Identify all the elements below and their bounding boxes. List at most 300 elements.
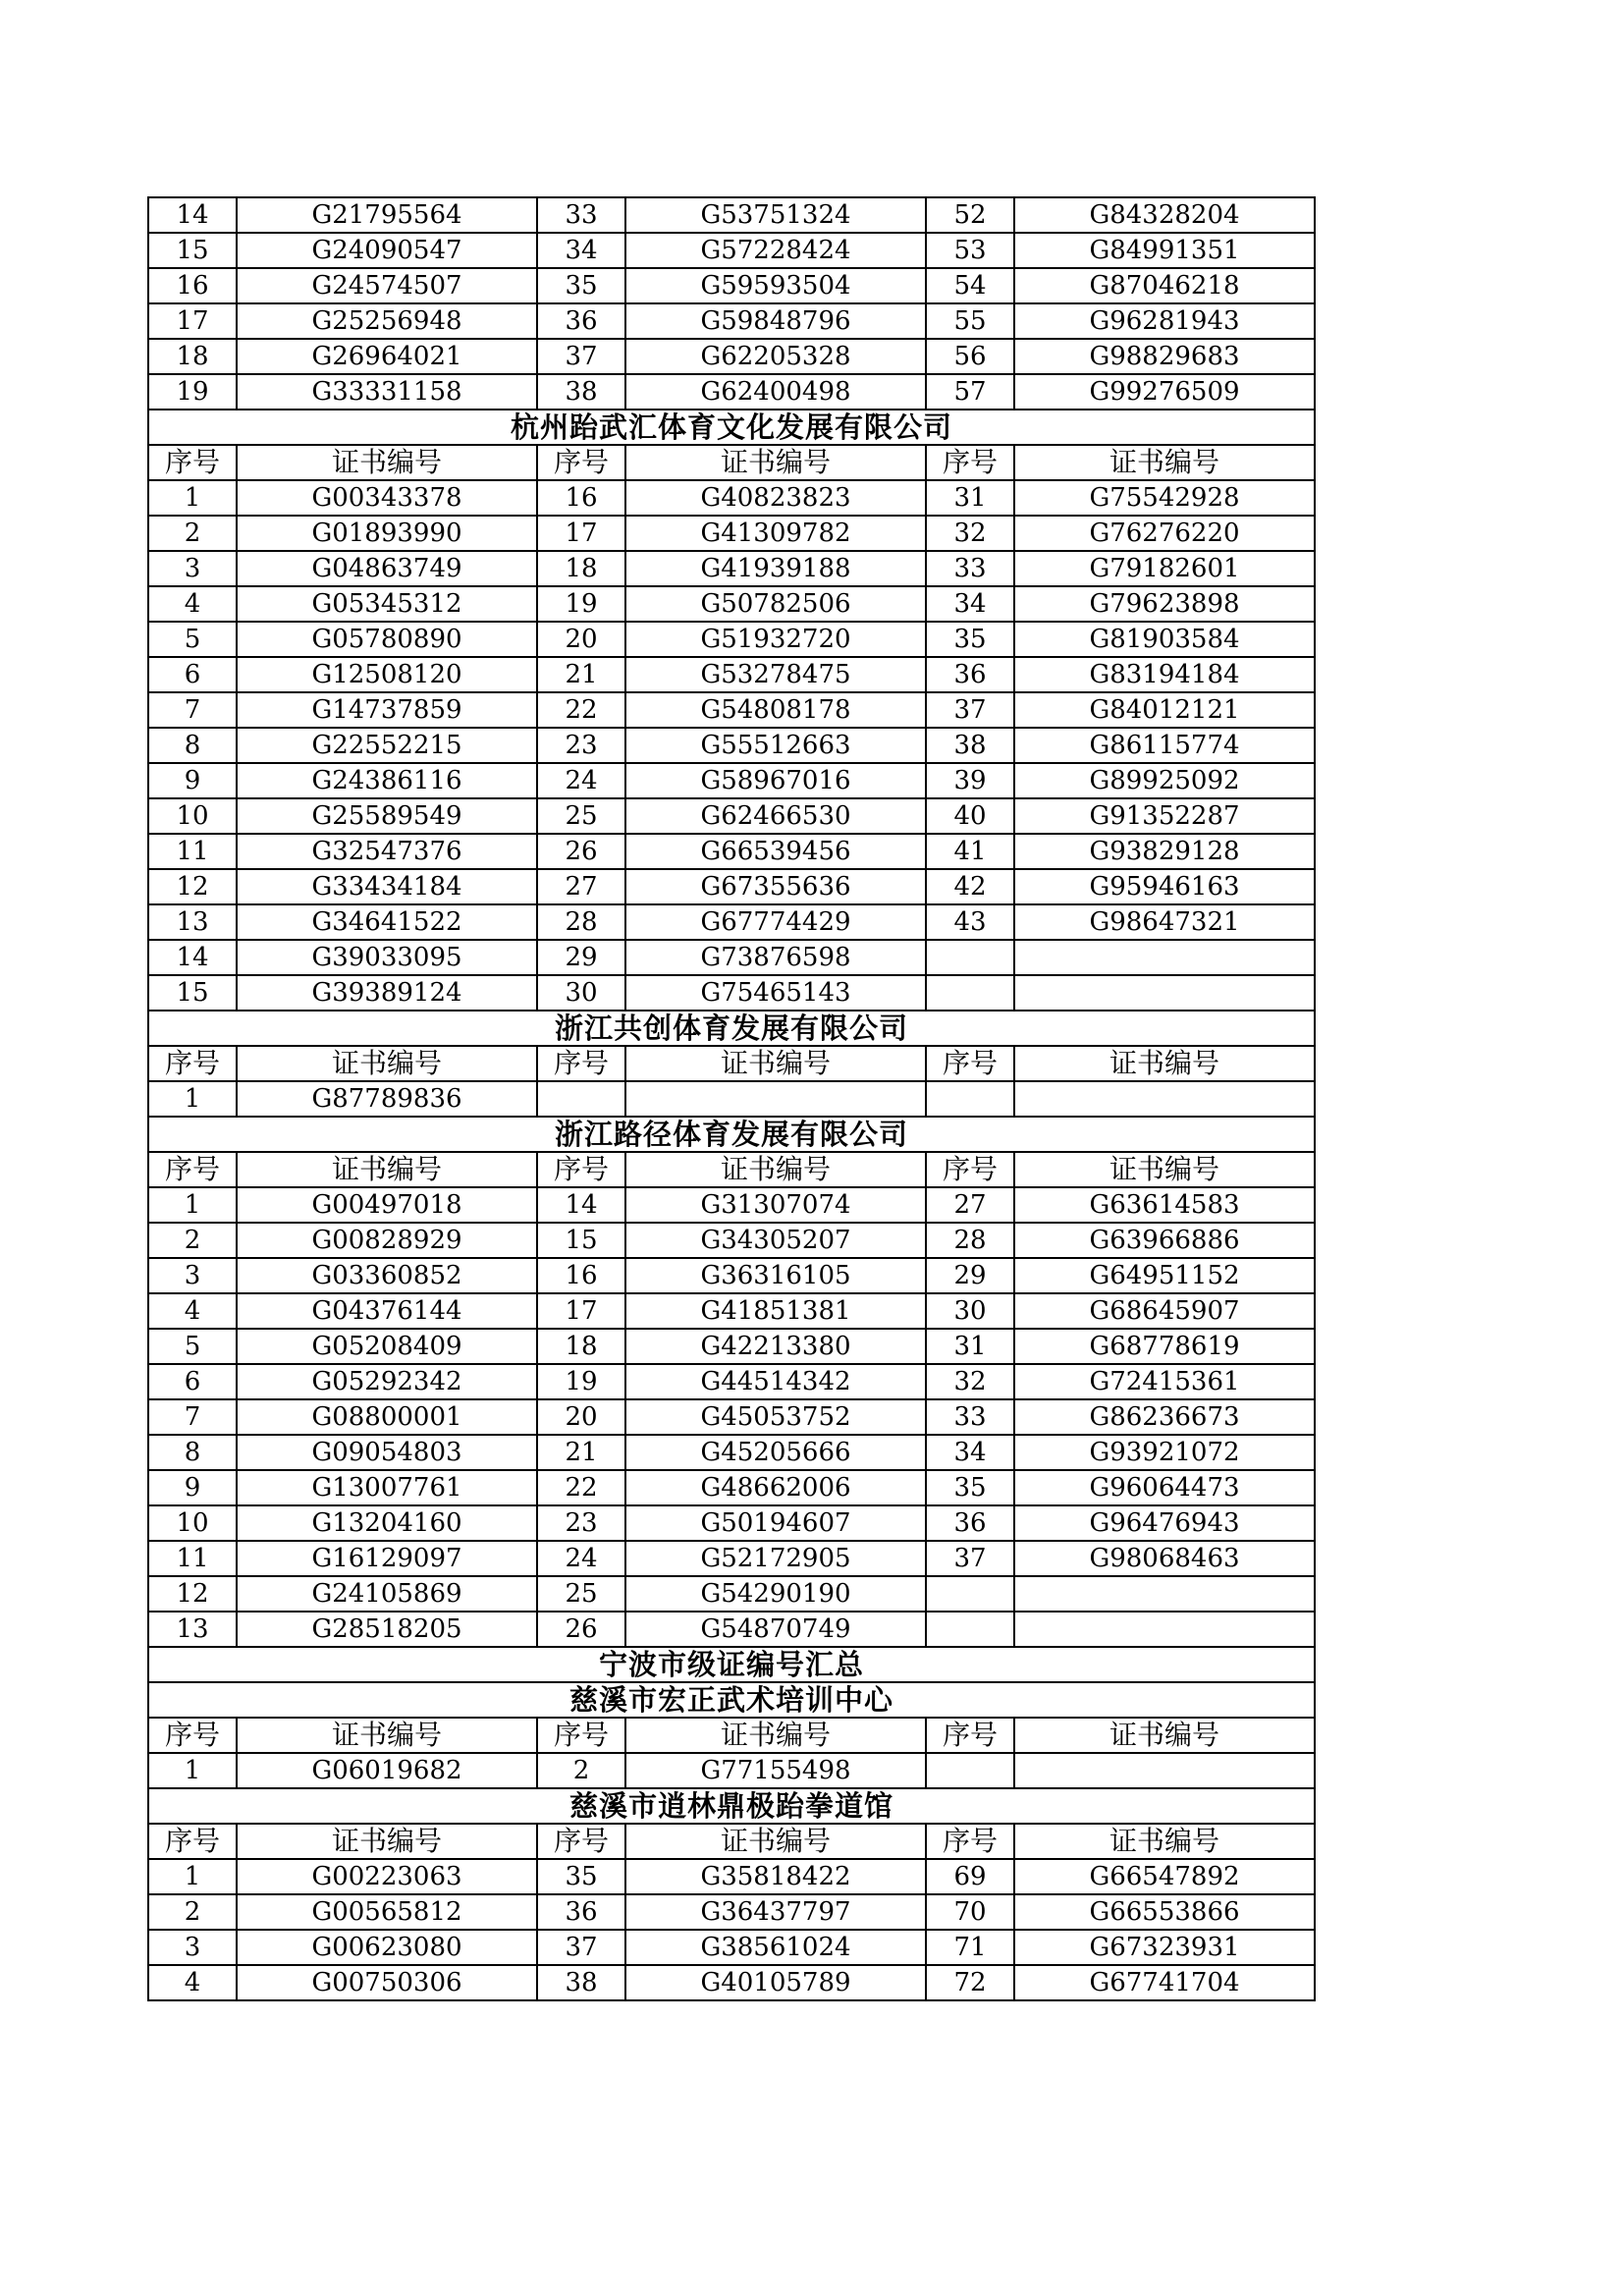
cert-number-cell: G68778619 [1014, 1329, 1315, 1364]
cert-number-cell: G75542928 [1014, 480, 1315, 516]
cert-number-cell: G25589549 [237, 798, 537, 834]
seq-cell [926, 1612, 1014, 1647]
seq-cell [926, 1081, 1014, 1117]
cert-number-cell: G31307074 [625, 1187, 926, 1223]
seq-cell: 54 [926, 268, 1014, 303]
cert-number-cell: G09054803 [237, 1435, 537, 1470]
cert-number-cell: G59593504 [625, 268, 926, 303]
seq-cell: 1 [148, 1753, 237, 1788]
cert-number-cell: G50782506 [625, 586, 926, 622]
seq-cell: 19 [537, 1364, 625, 1399]
section-title-row [148, 1682, 1315, 1718]
header-cert: 证书编号 [237, 1046, 537, 1081]
seq-cell: 7 [148, 1399, 237, 1435]
cert-number-cell: G45205666 [625, 1435, 926, 1470]
seq-cell: 5 [148, 622, 237, 657]
table-row [148, 869, 1315, 904]
header-seq: 序号 [148, 1824, 237, 1859]
seq-cell: 20 [537, 1399, 625, 1435]
cert-number-cell: G98068463 [1014, 1541, 1315, 1576]
cert-number-cell: G39389124 [237, 975, 537, 1011]
seq-cell: 25 [537, 798, 625, 834]
table-row [148, 763, 1315, 798]
table-row [148, 1859, 1315, 1894]
seq-cell: 18 [537, 551, 625, 586]
seq-cell: 24 [537, 763, 625, 798]
cert-number-cell: G00565812 [237, 1894, 537, 1930]
seq-cell: 4 [148, 1965, 237, 2000]
cert-number-cell: G33434184 [237, 869, 537, 904]
seq-cell: 36 [537, 303, 625, 339]
table-row [148, 1258, 1315, 1293]
cert-number-cell: G12508120 [237, 657, 537, 692]
cert-number-cell [1014, 1576, 1315, 1612]
seq-cell: 36 [926, 657, 1014, 692]
seq-cell: 3 [148, 551, 237, 586]
seq-cell: 34 [926, 586, 1014, 622]
cert-number-cell: G40823823 [625, 480, 926, 516]
seq-cell: 28 [537, 904, 625, 940]
cert-number-cell: G00223063 [237, 1859, 537, 1894]
header-seq: 序号 [926, 1824, 1014, 1859]
section-title: 宁波市级证编号汇总 [148, 1647, 1315, 1682]
cert-number-cell: G24090547 [237, 233, 537, 268]
cert-number-cell: G42213380 [625, 1329, 926, 1364]
seq-cell: 8 [148, 728, 237, 763]
table-row [148, 834, 1315, 869]
seq-cell: 21 [537, 1435, 625, 1470]
cert-number-cell: G40105789 [625, 1965, 926, 2000]
table-row [148, 975, 1315, 1011]
cert-number-cell: G89925092 [1014, 763, 1315, 798]
table-row [148, 657, 1315, 692]
seq-cell: 71 [926, 1930, 1014, 1965]
seq-cell: 36 [537, 1894, 625, 1930]
header-cert: 证书编号 [625, 1046, 926, 1081]
cert-number-cell: G86236673 [1014, 1399, 1315, 1435]
table-row [148, 1223, 1315, 1258]
cert-number-cell: G14737859 [237, 692, 537, 728]
cert-number-cell: G34641522 [237, 904, 537, 940]
seq-cell: 32 [926, 1364, 1014, 1399]
seq-cell: 57 [926, 374, 1014, 410]
seq-cell: 2 [537, 1753, 625, 1788]
header-cert: 证书编号 [1014, 1824, 1315, 1859]
cert-number-cell: G45053752 [625, 1399, 926, 1435]
seq-cell: 1 [148, 480, 237, 516]
seq-cell: 22 [537, 692, 625, 728]
seq-cell: 3 [148, 1258, 237, 1293]
header-seq: 序号 [926, 1718, 1014, 1753]
cert-number-cell: G96476943 [1014, 1505, 1315, 1541]
header-seq: 序号 [537, 1718, 625, 1753]
seq-cell: 1 [148, 1187, 237, 1223]
cert-number-cell [1014, 975, 1315, 1011]
header-cert: 证书编号 [237, 1152, 537, 1187]
seq-cell: 55 [926, 303, 1014, 339]
cert-number-cell: G63966886 [1014, 1223, 1315, 1258]
seq-cell: 37 [926, 692, 1014, 728]
seq-cell: 3 [148, 1930, 237, 1965]
table-row [148, 1965, 1315, 2000]
table-row [148, 1399, 1315, 1435]
table-row [148, 904, 1315, 940]
seq-cell [537, 1081, 625, 1117]
cert-number-cell: G36437797 [625, 1894, 926, 1930]
cert-number-cell: G95946163 [1014, 869, 1315, 904]
seq-cell: 28 [926, 1223, 1014, 1258]
seq-cell: 17 [537, 1293, 625, 1329]
table-row [148, 339, 1315, 374]
cert-number-cell: G05292342 [237, 1364, 537, 1399]
table-row [148, 1505, 1315, 1541]
header-cert: 证书编号 [625, 1824, 926, 1859]
seq-cell: 27 [926, 1187, 1014, 1223]
seq-cell: 35 [926, 1470, 1014, 1505]
seq-cell: 41 [926, 834, 1014, 869]
cert-number-cell: G57228424 [625, 233, 926, 268]
header-cert: 证书编号 [1014, 445, 1315, 480]
seq-cell: 72 [926, 1965, 1014, 2000]
cert-number-cell: G91352287 [1014, 798, 1315, 834]
table-row [148, 1081, 1315, 1117]
cert-number-cell [1014, 1081, 1315, 1117]
cert-number-cell: G05345312 [237, 586, 537, 622]
section-title: 浙江路径体育发展有限公司 [148, 1117, 1315, 1152]
header-seq: 序号 [926, 445, 1014, 480]
seq-cell: 14 [148, 197, 237, 233]
seq-cell: 13 [148, 904, 237, 940]
cert-number-cell: G99276509 [1014, 374, 1315, 410]
seq-cell: 37 [537, 1930, 625, 1965]
cert-number-cell: G22552215 [237, 728, 537, 763]
table-row [148, 1612, 1315, 1647]
cert-number-cell: G93921072 [1014, 1435, 1315, 1470]
cert-number-cell [1014, 1612, 1315, 1647]
cert-number-cell: G05208409 [237, 1329, 537, 1364]
seq-cell: 16 [537, 480, 625, 516]
seq-cell: 4 [148, 1293, 237, 1329]
seq-cell: 2 [148, 1223, 237, 1258]
header-cert: 证书编号 [625, 1152, 926, 1187]
seq-cell: 29 [537, 940, 625, 975]
header-cert: 证书编号 [625, 445, 926, 480]
seq-cell: 9 [148, 1470, 237, 1505]
cert-number-cell: G67355636 [625, 869, 926, 904]
cert-number-cell: G38561024 [625, 1930, 926, 1965]
table-row [148, 622, 1315, 657]
header-cert: 证书编号 [1014, 1152, 1315, 1187]
seq-cell: 26 [537, 1612, 625, 1647]
cert-number-cell: G00828929 [237, 1223, 537, 1258]
seq-cell: 13 [148, 1612, 237, 1647]
seq-cell: 10 [148, 798, 237, 834]
cert-number-cell: G84012121 [1014, 692, 1315, 728]
seq-cell [926, 975, 1014, 1011]
seq-cell: 17 [537, 516, 625, 551]
seq-cell: 21 [537, 657, 625, 692]
cert-number-cell: G51932720 [625, 622, 926, 657]
table-row [148, 268, 1315, 303]
seq-cell: 33 [926, 551, 1014, 586]
seq-cell: 34 [537, 233, 625, 268]
cert-number-cell: G87789836 [237, 1081, 537, 1117]
cert-number-cell: G36316105 [625, 1258, 926, 1293]
section-title: 慈溪市逍林鼎极跆拳道馆 [148, 1788, 1315, 1824]
table-row [148, 586, 1315, 622]
cert-number-cell: G06019682 [237, 1753, 537, 1788]
cert-number-cell: G24105869 [237, 1576, 537, 1612]
seq-cell: 19 [537, 586, 625, 622]
cert-number-cell: G16129097 [237, 1541, 537, 1576]
seq-cell: 31 [926, 480, 1014, 516]
cert-number-cell: G05780890 [237, 622, 537, 657]
cert-number-cell: G66553866 [1014, 1894, 1315, 1930]
seq-cell: 26 [537, 834, 625, 869]
cert-number-cell: G25256948 [237, 303, 537, 339]
header-cert: 证书编号 [625, 1718, 926, 1753]
seq-cell: 22 [537, 1470, 625, 1505]
cert-number-cell: G93829128 [1014, 834, 1315, 869]
table-row [148, 728, 1315, 763]
cert-number-cell: G52172905 [625, 1541, 926, 1576]
cert-number-cell: G76276220 [1014, 516, 1315, 551]
seq-cell: 37 [537, 339, 625, 374]
seq-cell: 30 [537, 975, 625, 1011]
cert-number-cell: G64951152 [1014, 1258, 1315, 1293]
cert-number-cell: G00623080 [237, 1930, 537, 1965]
seq-cell: 18 [148, 339, 237, 374]
cert-number-cell: G68645907 [1014, 1293, 1315, 1329]
cert-number-cell: G08800001 [237, 1399, 537, 1435]
seq-cell: 16 [148, 268, 237, 303]
column-header-row [148, 1152, 1315, 1187]
table-row [148, 1930, 1315, 1965]
cert-number-cell: G00750306 [237, 1965, 537, 2000]
cert-number-cell [1014, 1753, 1315, 1788]
section-title-row [148, 1788, 1315, 1824]
header-seq: 序号 [537, 445, 625, 480]
seq-cell: 11 [148, 834, 237, 869]
section-title-row [148, 1647, 1315, 1682]
cert-number-cell: G79182601 [1014, 551, 1315, 586]
seq-cell: 40 [926, 798, 1014, 834]
table-row [148, 374, 1315, 410]
cert-number-cell: G86115774 [1014, 728, 1315, 763]
seq-cell: 15 [148, 233, 237, 268]
seq-cell: 1 [148, 1859, 237, 1894]
cert-number-cell: G34305207 [625, 1223, 926, 1258]
section-title: 浙江共创体育发展有限公司 [148, 1011, 1315, 1046]
seq-cell: 18 [537, 1329, 625, 1364]
header-cert: 证书编号 [237, 445, 537, 480]
seq-cell: 9 [148, 763, 237, 798]
cert-number-cell: G39033095 [237, 940, 537, 975]
seq-cell [926, 940, 1014, 975]
seq-cell: 17 [148, 303, 237, 339]
seq-cell: 15 [148, 975, 237, 1011]
table-row [148, 1576, 1315, 1612]
cert-number-cell [1014, 940, 1315, 975]
table-row [148, 1541, 1315, 1576]
seq-cell: 20 [537, 622, 625, 657]
section-title-row [148, 1117, 1315, 1152]
table-row [148, 1894, 1315, 1930]
header-seq: 序号 [148, 1718, 237, 1753]
cert-number-cell: G66539456 [625, 834, 926, 869]
header-cert: 证书编号 [237, 1824, 537, 1859]
cert-number-cell: G87046218 [1014, 268, 1315, 303]
cert-number-cell: G41851381 [625, 1293, 926, 1329]
seq-cell: 69 [926, 1859, 1014, 1894]
seq-cell: 14 [148, 940, 237, 975]
seq-cell: 31 [926, 1329, 1014, 1364]
seq-cell: 42 [926, 869, 1014, 904]
table-row [148, 516, 1315, 551]
seq-cell: 43 [926, 904, 1014, 940]
header-seq: 序号 [537, 1046, 625, 1081]
seq-cell [926, 1753, 1014, 1788]
seq-cell: 27 [537, 869, 625, 904]
cert-number-cell: G21795564 [237, 197, 537, 233]
cert-number-cell: G44514342 [625, 1364, 926, 1399]
cert-number-cell: G67323931 [1014, 1930, 1315, 1965]
cert-number-cell: G54870749 [625, 1612, 926, 1647]
seq-cell: 36 [926, 1505, 1014, 1541]
seq-cell: 52 [926, 197, 1014, 233]
seq-cell: 5 [148, 1329, 237, 1364]
cert-number-cell: G55512663 [625, 728, 926, 763]
column-header-row [148, 1046, 1315, 1081]
cert-number-cell: G53278475 [625, 657, 926, 692]
cert-number-cell: G41939188 [625, 551, 926, 586]
section-title: 杭州跆武汇体育文化发展有限公司 [148, 410, 1315, 445]
table-row [148, 692, 1315, 728]
seq-cell: 23 [537, 1505, 625, 1541]
cert-number-cell: G03360852 [237, 1258, 537, 1293]
column-header-row [148, 445, 1315, 480]
cert-number-cell: G81903584 [1014, 622, 1315, 657]
section-title-row [148, 1011, 1315, 1046]
seq-cell: 23 [537, 728, 625, 763]
cert-number-cell: G62466530 [625, 798, 926, 834]
cert-number-cell: G50194607 [625, 1505, 926, 1541]
cert-number-cell: G24574507 [237, 268, 537, 303]
seq-cell: 12 [148, 869, 237, 904]
table-row [148, 1293, 1315, 1329]
header-seq: 序号 [537, 1152, 625, 1187]
cert-number-cell: G01893990 [237, 516, 537, 551]
cert-number-cell: G54808178 [625, 692, 926, 728]
table-row [148, 480, 1315, 516]
cert-number-cell: G26964021 [237, 339, 537, 374]
seq-cell: 11 [148, 1541, 237, 1576]
seq-cell: 32 [926, 516, 1014, 551]
header-seq: 序号 [148, 1046, 237, 1081]
cert-number-cell: G72415361 [1014, 1364, 1315, 1399]
seq-cell: 70 [926, 1894, 1014, 1930]
table-row [148, 1364, 1315, 1399]
column-header-row [148, 1824, 1315, 1859]
seq-cell: 24 [537, 1541, 625, 1576]
cert-number-cell: G75465143 [625, 975, 926, 1011]
seq-cell: 38 [537, 374, 625, 410]
header-seq: 序号 [926, 1046, 1014, 1081]
cert-number-cell: G67741704 [1014, 1965, 1315, 2000]
header-seq: 序号 [537, 1824, 625, 1859]
cert-number-cell: G13007761 [237, 1470, 537, 1505]
table-row [148, 1435, 1315, 1470]
cert-number-cell: G98647321 [1014, 904, 1315, 940]
table-row [148, 1470, 1315, 1505]
cert-number-cell: G96064473 [1014, 1470, 1315, 1505]
seq-cell: 25 [537, 1576, 625, 1612]
cert-number-cell: G53751324 [625, 197, 926, 233]
table-row [148, 551, 1315, 586]
certificate-table [147, 196, 1316, 2001]
seq-cell: 6 [148, 657, 237, 692]
seq-cell: 4 [148, 586, 237, 622]
cert-number-cell: G41309782 [625, 516, 926, 551]
seq-cell: 14 [537, 1187, 625, 1223]
cert-number-cell: G48662006 [625, 1470, 926, 1505]
cert-number-cell: G35818422 [625, 1859, 926, 1894]
seq-cell: 33 [926, 1399, 1014, 1435]
section-title: 慈溪市宏正武术培训中心 [148, 1682, 1315, 1718]
seq-cell: 8 [148, 1435, 237, 1470]
seq-cell: 35 [926, 622, 1014, 657]
seq-cell: 35 [537, 268, 625, 303]
cert-number-cell: G77155498 [625, 1753, 926, 1788]
seq-cell: 29 [926, 1258, 1014, 1293]
cert-number-cell: G13204160 [237, 1505, 537, 1541]
header-seq: 序号 [148, 1152, 237, 1187]
cert-number-cell: G63614583 [1014, 1187, 1315, 1223]
table-row [148, 940, 1315, 975]
seq-cell: 33 [537, 197, 625, 233]
cert-number-cell: G58967016 [625, 763, 926, 798]
table-row [148, 197, 1315, 233]
table-row [148, 1753, 1315, 1788]
header-cert: 证书编号 [1014, 1046, 1315, 1081]
cert-number-cell: G59848796 [625, 303, 926, 339]
cert-number-cell: G28518205 [237, 1612, 537, 1647]
header-seq: 序号 [926, 1152, 1014, 1187]
cert-number-cell: G62205328 [625, 339, 926, 374]
seq-cell: 7 [148, 692, 237, 728]
cert-number-cell: G00497018 [237, 1187, 537, 1223]
cert-number-cell: G84991351 [1014, 233, 1315, 268]
cert-number-cell: G04376144 [237, 1293, 537, 1329]
seq-cell: 38 [926, 728, 1014, 763]
seq-cell: 2 [148, 1894, 237, 1930]
cert-number-cell: G66547892 [1014, 1859, 1315, 1894]
header-seq: 序号 [148, 445, 237, 480]
cert-number-cell: G33331158 [237, 374, 537, 410]
cert-number-cell: G54290190 [625, 1576, 926, 1612]
table-row [148, 798, 1315, 834]
seq-cell: 38 [537, 1965, 625, 2000]
seq-cell: 10 [148, 1505, 237, 1541]
cert-number-cell: G96281943 [1014, 303, 1315, 339]
seq-cell: 19 [148, 374, 237, 410]
seq-cell: 12 [148, 1576, 237, 1612]
cert-number-cell [625, 1081, 926, 1117]
cert-number-cell: G83194184 [1014, 657, 1315, 692]
cert-number-cell: G79623898 [1014, 586, 1315, 622]
cert-number-cell: G00343378 [237, 480, 537, 516]
seq-cell: 37 [926, 1541, 1014, 1576]
